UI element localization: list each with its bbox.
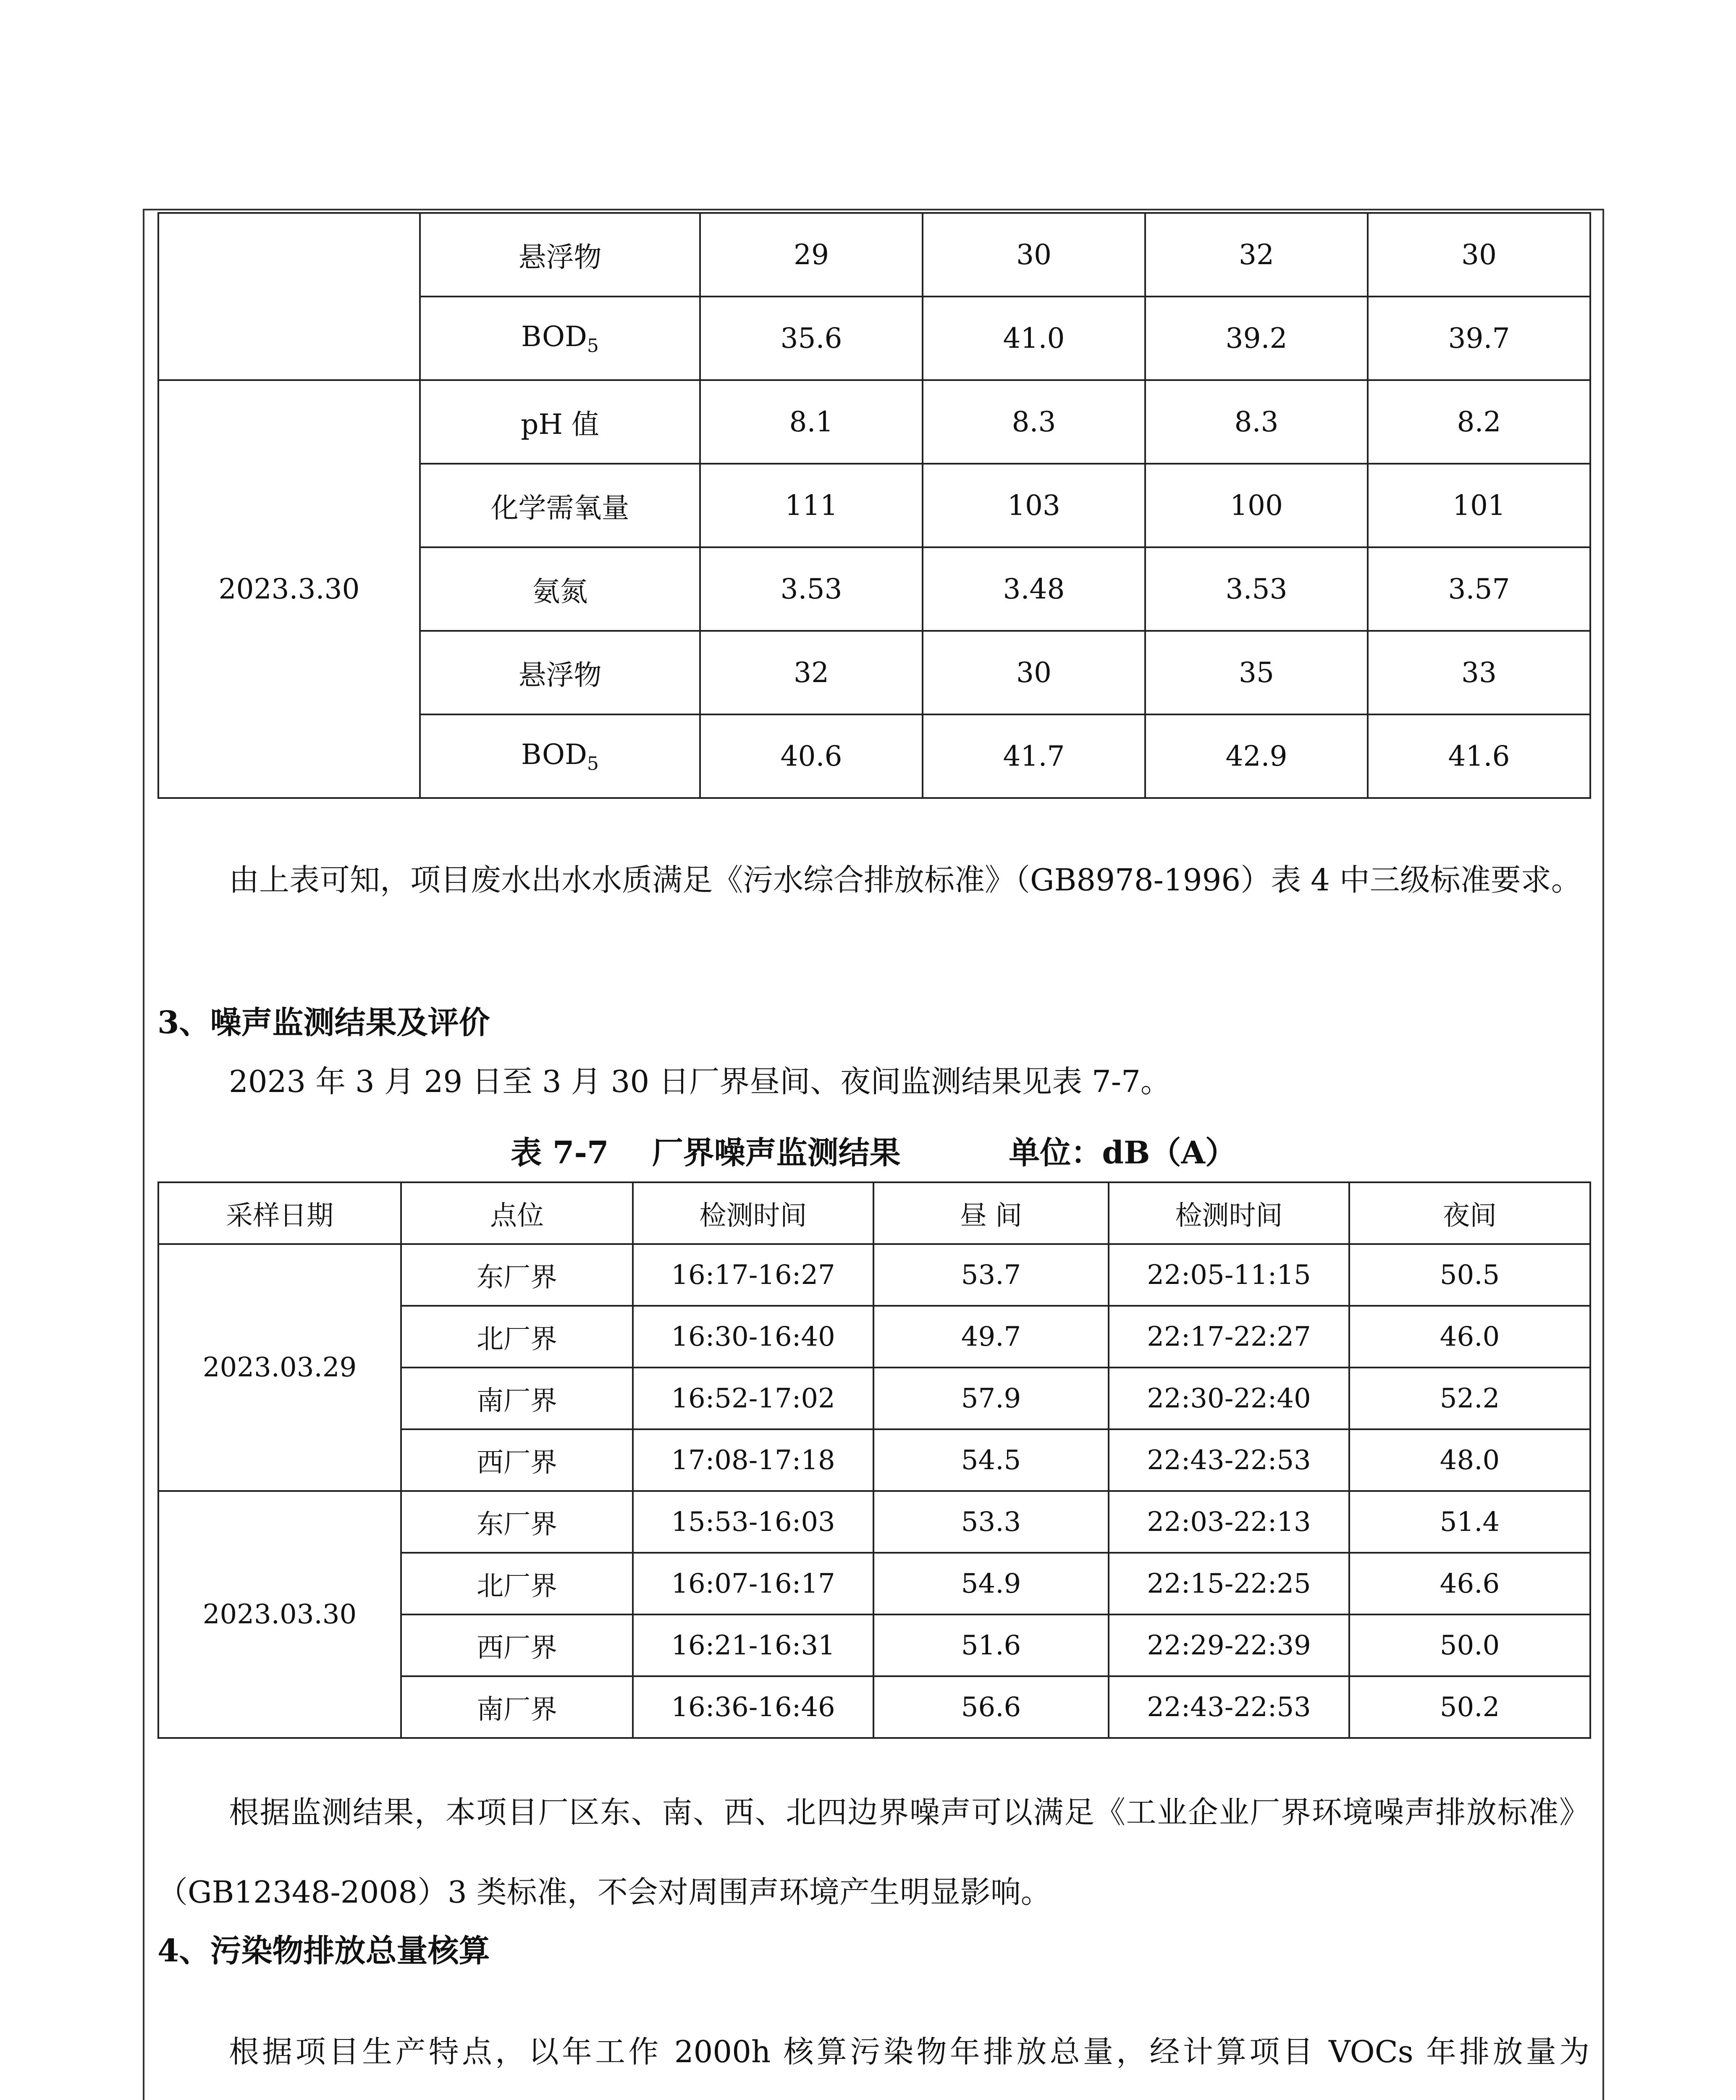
value-cell: 8.3 — [1145, 380, 1368, 464]
value-cell: 32 — [700, 631, 923, 714]
value-cell: 22:43-22:53 — [1109, 1429, 1349, 1491]
value-cell: 3.48 — [923, 547, 1145, 631]
value-cell: 56.6 — [873, 1676, 1109, 1738]
value-cell: 49.7 — [873, 1306, 1109, 1368]
sample-date-cell: 2023.03.30 — [158, 1491, 401, 1738]
parameter-cell — [420, 547, 700, 631]
header-cell: 采样日期 — [158, 1182, 401, 1244]
value-cell: 3.53 — [700, 547, 923, 631]
point-cell: 东厂界 — [401, 1244, 633, 1306]
value-cell: 32 — [1145, 213, 1368, 297]
value-cell: 8.1 — [700, 380, 923, 464]
value-cell: 30 — [923, 213, 1145, 297]
value-cell: 40.6 — [700, 714, 923, 798]
value-cell: 46.6 — [1349, 1553, 1590, 1614]
value-cell: 16:21-16:31 — [633, 1614, 873, 1676]
parameter-cell — [420, 297, 700, 380]
value-cell: 30 — [1368, 213, 1590, 297]
sample-date-cell — [158, 213, 420, 380]
parameter-name: BOD — [521, 320, 587, 353]
point-cell: 西厂界 — [401, 1614, 633, 1676]
sample-date-cell: 2023.3.30 — [158, 380, 420, 798]
value-cell: 8.2 — [1368, 380, 1590, 464]
point-cell: 西厂界 — [401, 1429, 633, 1491]
section-heading-noise: 3、噪声监测结果及评价 — [157, 1005, 490, 1041]
value-cell: 53.3 — [873, 1491, 1109, 1553]
value-cell: 51.6 — [873, 1614, 1109, 1676]
value-cell: 41.0 — [923, 297, 1145, 380]
parameter-cell — [420, 464, 700, 547]
parameter-cell — [420, 631, 700, 714]
point-cell: 南厂界 — [401, 1676, 633, 1738]
header-cell: 检测时间 — [1109, 1182, 1349, 1244]
header-cell: 检测时间 — [633, 1182, 873, 1244]
value-cell: 54.5 — [873, 1429, 1109, 1491]
noise-table — [157, 1181, 1591, 1739]
table-row — [158, 1491, 1590, 1553]
value-cell: 52.2 — [1349, 1368, 1590, 1429]
noise-table-caption: 表 7-7 厂界噪声监测结果 单位：dB（A） — [511, 1135, 1236, 1171]
table-row — [158, 380, 1590, 464]
table-row — [158, 213, 1590, 297]
parameter-cell — [420, 213, 700, 297]
value-cell: 39.7 — [1368, 297, 1590, 380]
value-cell: 46.0 — [1349, 1306, 1590, 1368]
parameter-name: 氨氮 — [532, 575, 588, 608]
value-cell: 50.2 — [1349, 1676, 1590, 1738]
value-cell: 29 — [700, 213, 923, 297]
parameter-cell — [420, 380, 700, 464]
header-cell: 夜间 — [1349, 1182, 1590, 1244]
value-cell: 33 — [1368, 631, 1590, 714]
value-cell: 22:03-22:13 — [1109, 1491, 1349, 1553]
value-cell: 22:05-11:15 — [1109, 1244, 1349, 1306]
value-cell: 16:17-16:27 — [633, 1244, 873, 1306]
header-cell: 昼 间 — [873, 1182, 1109, 1244]
value-cell: 22:15-22:25 — [1109, 1553, 1349, 1614]
value-cell: 53.7 — [873, 1244, 1109, 1306]
parameter-name: pH 值 — [521, 408, 599, 441]
header-row — [158, 1182, 1590, 1244]
value-cell: 16:52-17:02 — [633, 1368, 873, 1429]
value-cell: 3.57 — [1368, 547, 1590, 631]
value-cell: 16:36-16:46 — [633, 1676, 873, 1738]
value-cell: 15:53-16:03 — [633, 1491, 873, 1553]
parameter-subscript: 5 — [587, 335, 599, 357]
value-cell: 50.0 — [1349, 1614, 1590, 1676]
point-cell: 南厂界 — [401, 1368, 633, 1429]
value-cell: 16:30-16:40 — [633, 1306, 873, 1368]
point-cell: 东厂界 — [401, 1491, 633, 1553]
header-cell: 点位 — [401, 1182, 633, 1244]
sample-date-cell: 2023.03.29 — [158, 1244, 401, 1491]
value-cell: 100 — [1145, 464, 1368, 547]
parameter-subscript: 5 — [587, 753, 599, 774]
value-cell: 16:07-16:17 — [633, 1553, 873, 1614]
value-cell: 17:08-17:18 — [633, 1429, 873, 1491]
value-cell: 57.9 — [873, 1368, 1109, 1429]
value-cell: 3.53 — [1145, 547, 1368, 631]
table-row — [158, 1244, 1590, 1306]
water-conclusion-paragraph: 由上表可知，项目废水出水水质满足《污水综合排放标准》（GB8978-1996）表 4 中三级标准要求。 — [229, 862, 1581, 898]
value-cell: 54.9 — [873, 1553, 1109, 1614]
value-cell: 101 — [1368, 464, 1590, 547]
value-cell: 22:17-22:27 — [1109, 1306, 1349, 1368]
parameter-name: 悬浮物 — [518, 659, 602, 691]
water-quality-table — [157, 212, 1591, 799]
value-cell: 39.2 — [1145, 297, 1368, 380]
noise-conclusion-paragraph: 根据监测结果，本项目厂区东、南、西、北四边界噪声可以满足《工业企业厂界环境噪声排放标准》（GB12348-2008）3 类标准，不会对周围声环境产生明显影响。 — [157, 1795, 1589, 1910]
value-cell: 22:29-22:39 — [1109, 1614, 1349, 1676]
section-heading-emissions: 4、污染物排放总量核算 — [157, 1933, 490, 1969]
parameter-name: 悬浮物 — [518, 241, 602, 273]
point-cell: 北厂界 — [401, 1553, 633, 1614]
value-cell: 50.5 — [1349, 1244, 1590, 1306]
value-cell: 103 — [923, 464, 1145, 547]
point-cell: 北厂界 — [401, 1306, 633, 1368]
value-cell: 30 — [923, 631, 1145, 714]
value-cell: 48.0 — [1349, 1429, 1590, 1491]
value-cell: 51.4 — [1349, 1491, 1590, 1553]
value-cell: 35 — [1145, 631, 1368, 714]
parameter-cell — [420, 714, 700, 798]
value-cell: 41.6 — [1368, 714, 1590, 798]
parameter-name: 化学需氧量 — [490, 492, 629, 524]
value-cell: 41.7 — [923, 714, 1145, 798]
noise-intro-paragraph: 2023 年 3 月 29 日至 3 月 30 日厂界昼间、夜间监测结果见表 7-7。 — [229, 1064, 1171, 1099]
parameter-name: BOD — [521, 738, 587, 771]
value-cell: 35.6 — [700, 297, 923, 380]
value-cell: 22:43-22:53 — [1109, 1676, 1349, 1738]
value-cell: 22:30-22:40 — [1109, 1368, 1349, 1429]
value-cell: 8.3 — [923, 380, 1145, 464]
value-cell: 111 — [700, 464, 923, 547]
emissions-paragraph: 根据项目生产特点，以年工作 2000h 核算污染物年排放总量，经计算项目 VOCs 年排放量为 — [229, 2034, 1589, 2069]
value-cell: 42.9 — [1145, 714, 1368, 798]
